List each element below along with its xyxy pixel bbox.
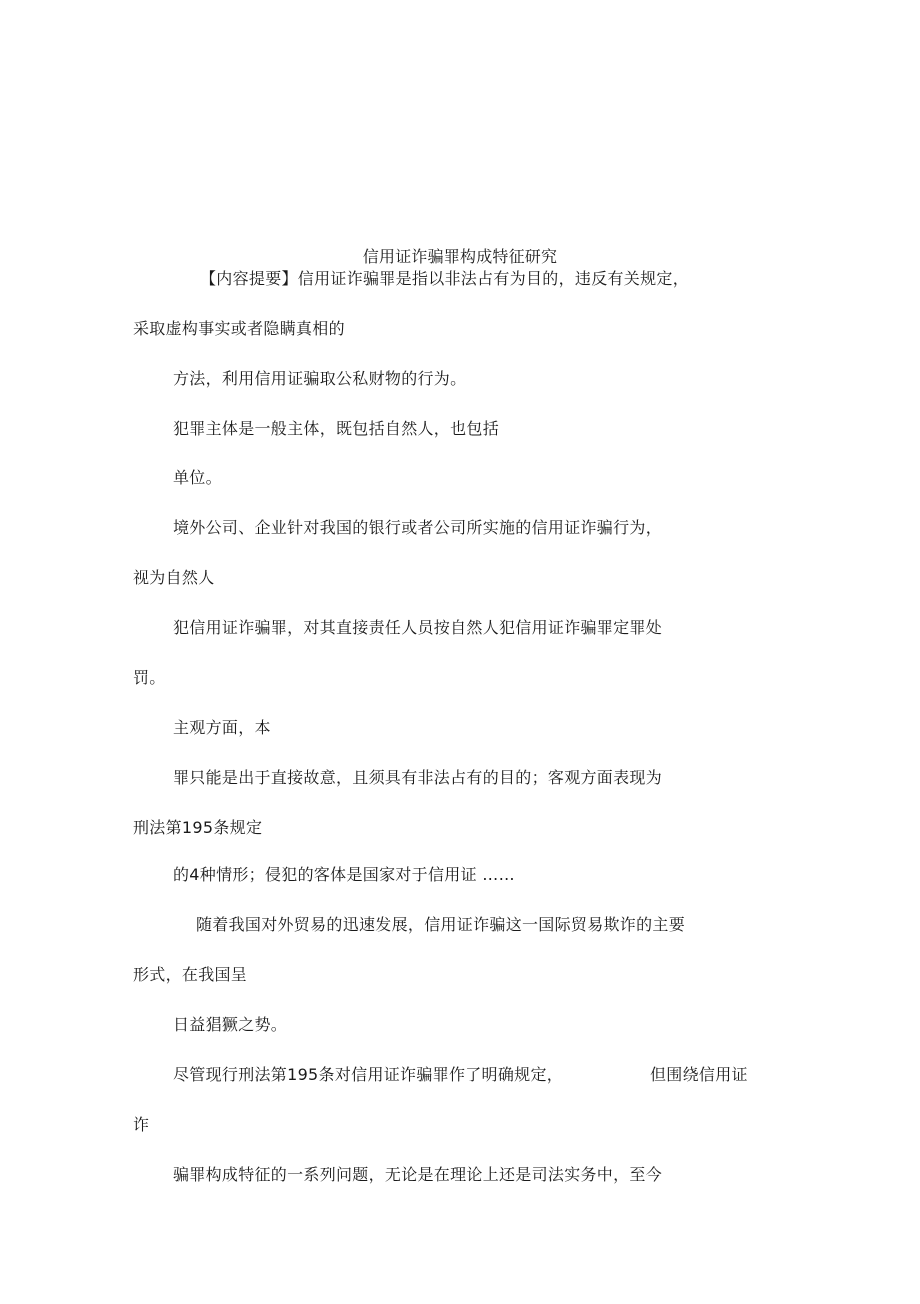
body-line: 主观方面，本	[173, 718, 271, 737]
body-line: 罚。	[133, 668, 166, 687]
body-line: 视为自然人	[133, 568, 215, 587]
body-line: 刑法第195条规定	[133, 818, 263, 837]
body-line: 采取虚构事实或者隐瞒真相的	[133, 319, 345, 338]
body-line: 日益猖獗之势。	[173, 1015, 288, 1034]
body-line: 罪只能是出于直接故意，且须具有非法占有的目的；客观方面表现为	[173, 768, 663, 787]
body-line: 尽管现行刑法第195条对信用证诈骗罪作了明确规定，	[173, 1065, 564, 1084]
body-line: 但围绕信用证	[650, 1065, 748, 1084]
body-line: 单位。	[173, 468, 222, 487]
body-line: 犯信用证诈骗罪，对其直接责任人员按自然人犯信用证诈骗罪定罪处	[173, 618, 663, 637]
document-title: 信用证诈骗罪构成特征研究	[362, 247, 558, 266]
abstract-lead: 【内容提要】信用证诈骗罪是指以非法占有为目的，违反有关规定，	[200, 269, 690, 288]
body-line: 诈	[133, 1115, 150, 1134]
body-line: 的4种情形；侵犯的客体是国家对于信用证 ……	[173, 865, 515, 884]
body-line: 骗罪构成特征的一系列问题，无论是在理论上还是司法实务中，至今	[173, 1165, 663, 1184]
body-line: 方法，利用信用证骗取公私财物的行为。	[173, 369, 467, 388]
body-line: 形式，在我国呈	[133, 965, 248, 984]
body-line: 境外公司、企业针对我国的银行或者公司所实施的信用证诈骗行为，	[173, 518, 663, 537]
body-line: 犯罪主体是一般主体，既包括自然人，也包括	[173, 419, 500, 438]
body-line: 随着我国对外贸易的迅速发展，信用证诈骗这一国际贸易欺诈的主要	[196, 915, 686, 934]
